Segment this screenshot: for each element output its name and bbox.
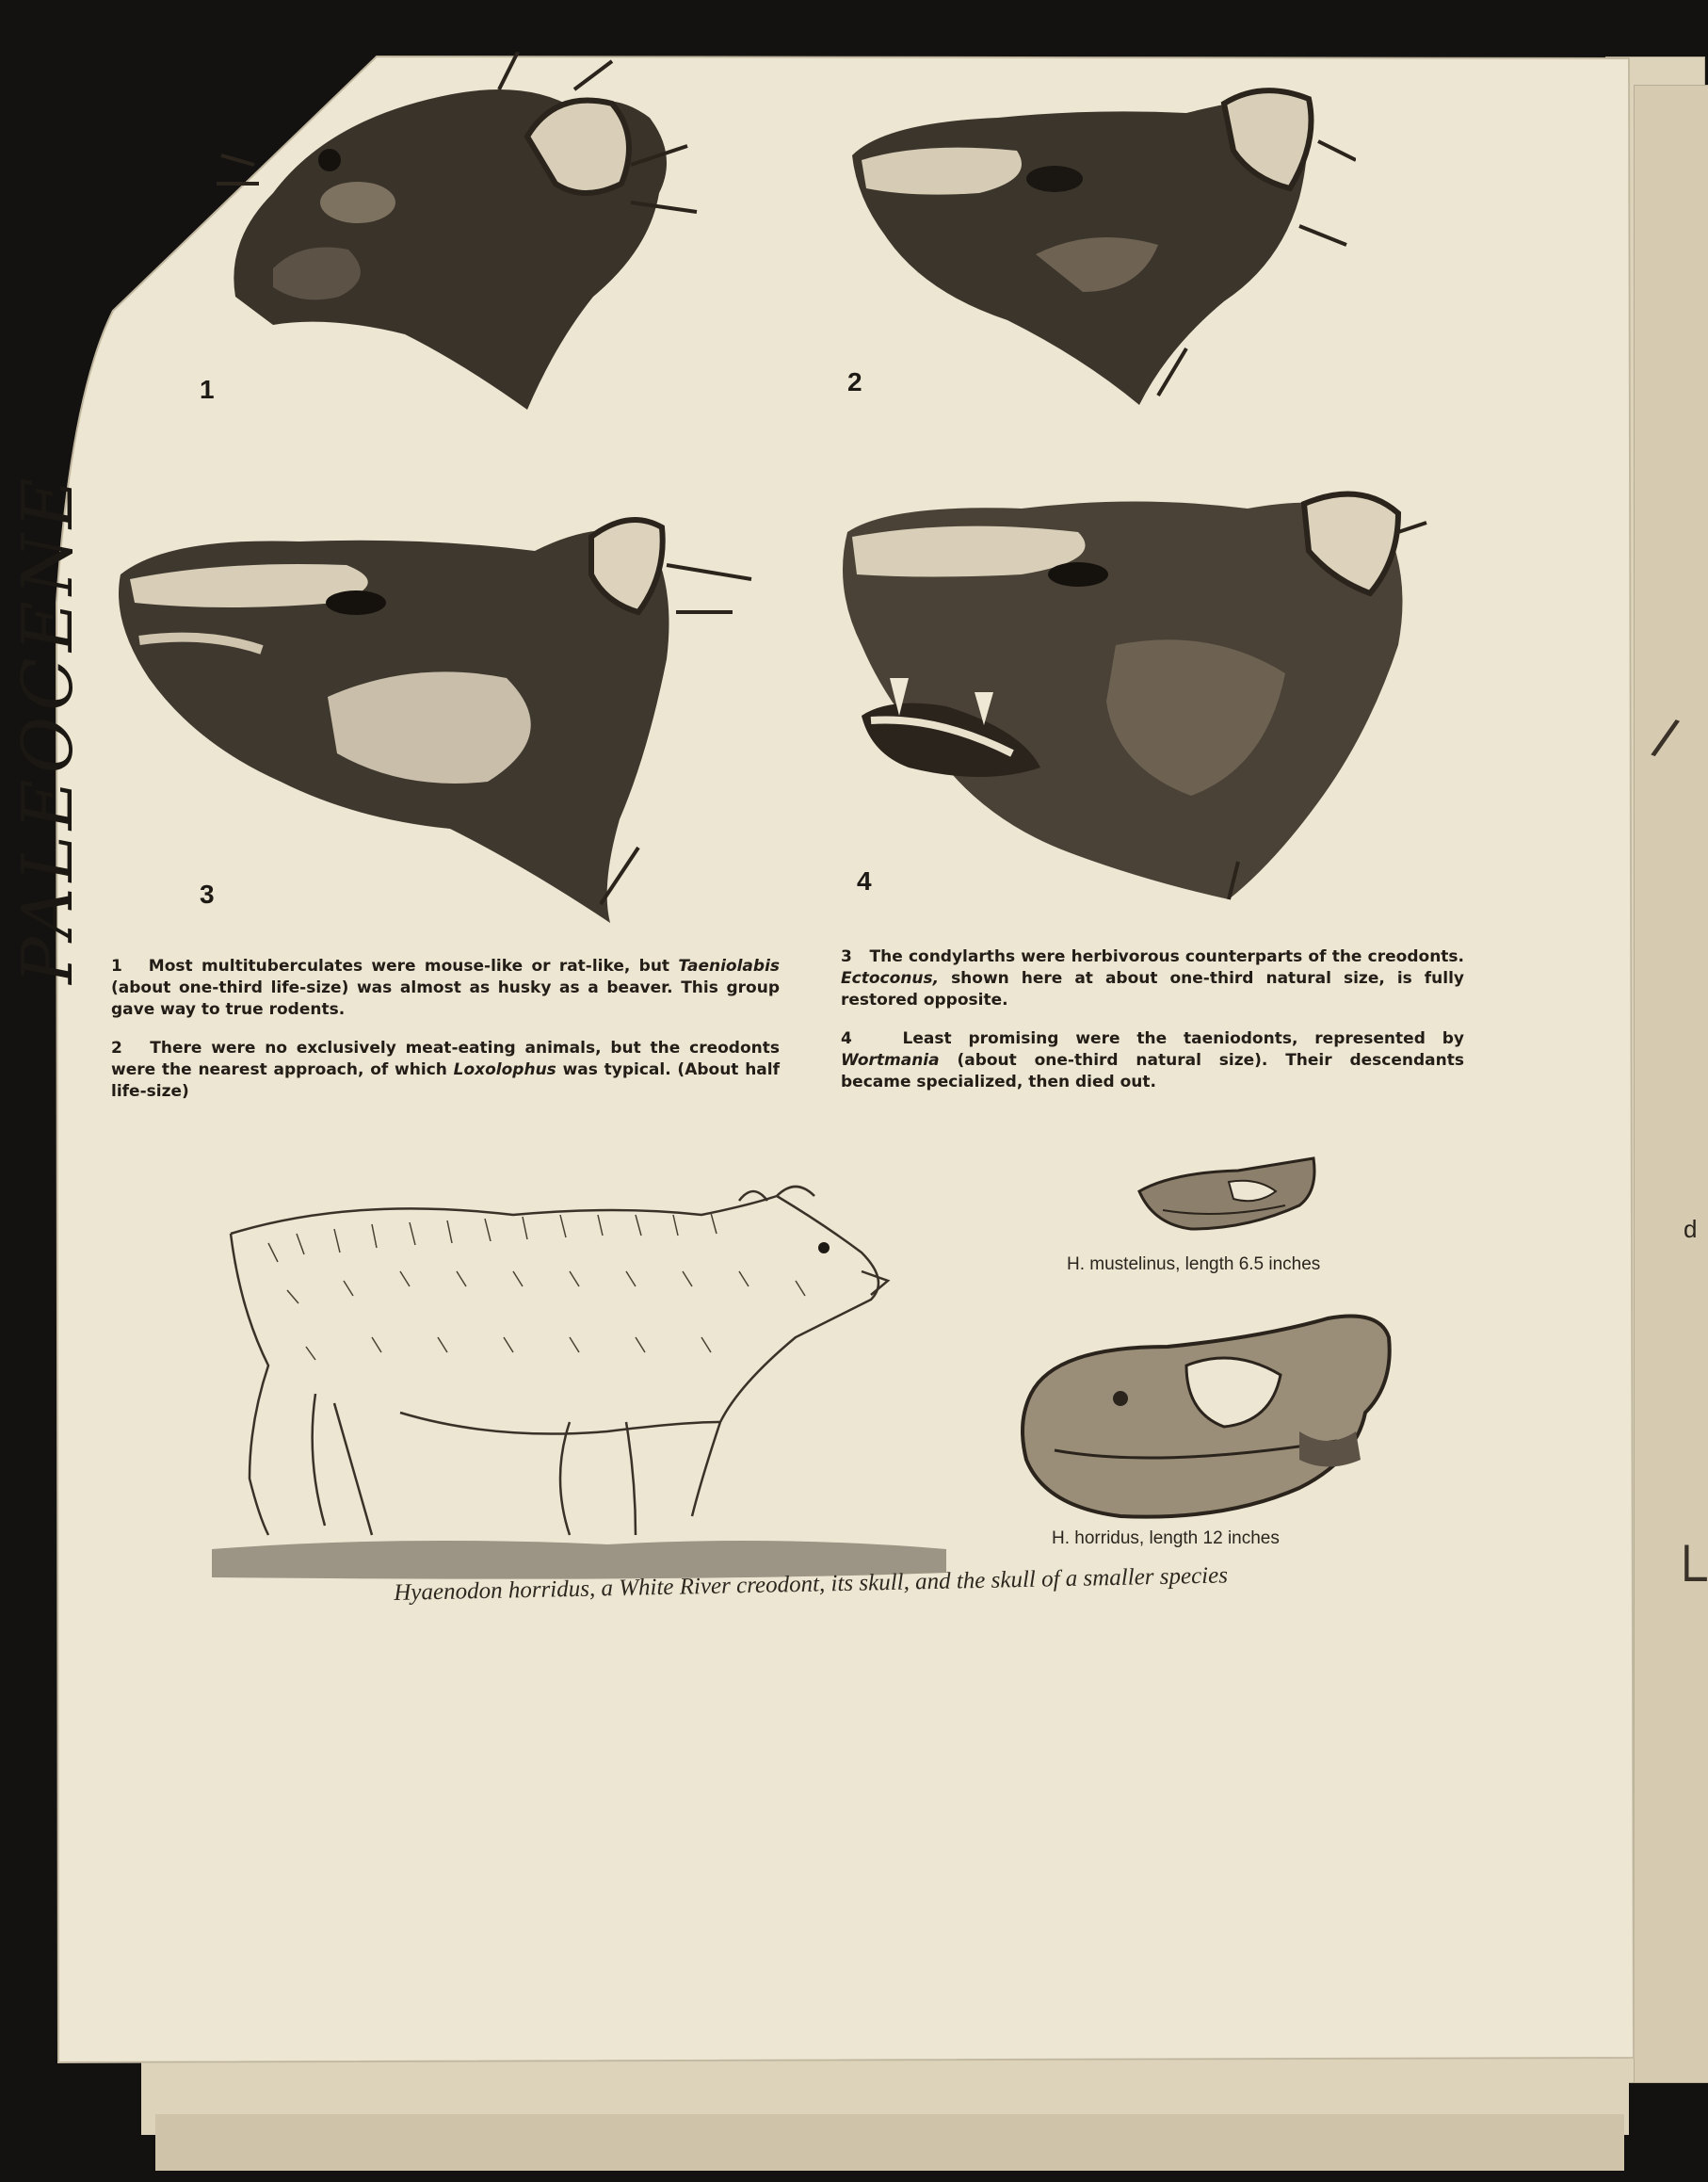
- figure-4-illustration: [833, 485, 1436, 918]
- caption-4: 4 Least promising were the taeniodonts, represented by Wortmania (about one-third natural size). Their descendants became specialized, then died out.: [841, 1029, 1464, 1091]
- figure-2-illustration: [847, 85, 1356, 424]
- figure-1-illustration: [217, 52, 716, 419]
- genus-name: Loxolophus: [453, 1060, 556, 1079]
- caption-1: 1 Most multituberculates were mouse-like or rat-like, but Taeniolabis (about one-third life-size) was almost as husky as a beaver. This group gave way to true rodents.: [111, 957, 781, 1019]
- caption-number: 2: [111, 1039, 122, 1058]
- margin-handwriting: PALEOCENE: [8, 472, 89, 984]
- large-skull-illustration: [1017, 1309, 1394, 1526]
- back-page-mark: /: [1647, 706, 1684, 771]
- caption-column-right: [841, 946, 1464, 1110]
- genus-name: Taeniolabis: [678, 957, 781, 976]
- caption-number: 1: [111, 957, 122, 976]
- skull-label-small: H. mustelinus, length 6.5 inches: [1067, 1254, 1321, 1274]
- hyaenodon-illustration: [212, 1177, 984, 1592]
- figure-number: 2: [847, 367, 862, 396]
- caption-number: 4: [841, 1029, 852, 1048]
- genus-name: Ectoconus,: [841, 969, 940, 988]
- figure-3-illustration: [111, 509, 761, 923]
- caption-number: 3: [841, 947, 852, 966]
- figure-number: 4: [857, 866, 872, 896]
- small-skull-illustration: [1135, 1154, 1323, 1238]
- caption-2: 2 There were no exclusively meat-eating animals, but the creodonts were the nearest approach, of which Loxolophus was typical. (About half life-size): [111, 1039, 780, 1101]
- caption-3: 3 The condylarths were herbivorous counterparts of the creodonts. Ectoconus, shown here at about one-third natural size, is fully restored opposite.: [841, 947, 1465, 1010]
- genus-name: Wortmania: [841, 1051, 940, 1070]
- figure-number: 1: [200, 375, 215, 404]
- caption-column-left: [111, 956, 780, 1120]
- skull-label-large: H. horridus, length 12 inches: [1052, 1528, 1280, 1548]
- figure-number: 3: [200, 880, 215, 909]
- back-page-mark: └: [1667, 1545, 1707, 1608]
- back-page-letter: d: [1684, 1215, 1698, 1243]
- figure-caption: Hyaenodon horridus, a White River creodont, its skull, and the skull of a smaller species: [394, 1562, 1229, 1606]
- page-stack-bottom-edge: [155, 2114, 1624, 2171]
- back-page: [1634, 85, 1708, 2083]
